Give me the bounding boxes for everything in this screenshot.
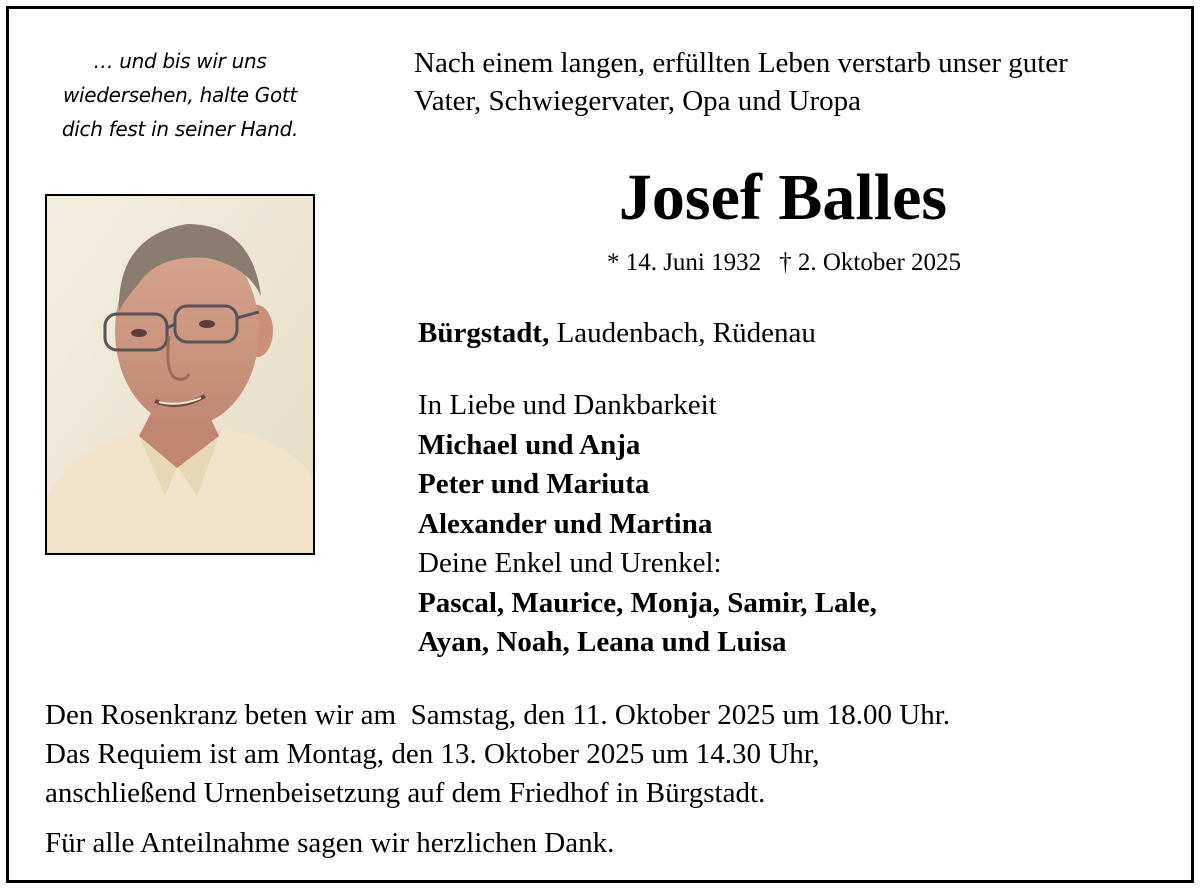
motto-line: … und bis wir uns — [93, 49, 267, 73]
motto-line: dich fest in seiner Hand. — [61, 117, 299, 141]
intro-text — [414, 44, 1068, 120]
service-info — [45, 696, 950, 813]
places-line — [418, 314, 816, 352]
family-child: Michael und Anja — [418, 428, 641, 461]
other-places: Laudenbach, Rüdenau — [549, 317, 816, 349]
family-child: Alexander und Martina — [418, 507, 713, 540]
motto-line: wiedersehen, halte Gott — [62, 83, 298, 107]
life-dates — [0, 246, 1200, 280]
thanks-line: Für alle Anteilnahme sagen wir herzlichen Dank. — [45, 827, 615, 859]
service-line: anschließend Urnenbeisetzung auf dem Friedhof in Bürgstadt. — [45, 777, 766, 809]
family-intro: In Liebe und Dankbarkeit — [418, 389, 717, 421]
service-line: Den Rosenkranz beten wir am Samstag, den 11. Oktober 2025 um 18.00 Uhr. — [45, 699, 951, 731]
main-place: Bürgstadt, — [418, 317, 550, 349]
grandchildren-line: Ayan, Noah, Leana und Luisa — [418, 626, 787, 658]
intro-line: Vater, Schwiegervater, Opa und Uropa — [414, 85, 862, 117]
deceased-name: Josef Balles — [618, 161, 948, 234]
motto-verse — [30, 44, 330, 146]
grandchildren-label: Deine Enkel und Urenkel: — [418, 547, 722, 579]
family-list — [418, 386, 877, 663]
death-date: † 2. Oktober 2025 — [779, 249, 962, 276]
birth-date: * 14. Juni 1932 — [606, 249, 762, 276]
family-child: Peter und Mariuta — [418, 468, 650, 500]
service-line: Das Requiem ist am Montag, den 13. Oktober 2025 um 14.30 Uhr, — [45, 738, 820, 770]
intro-line: Nach einem langen, erfüllten Leben verstarb unser guter — [414, 47, 1068, 79]
grandchildren-line: Pascal, Maurice, Monja, Samir, Lale, — [418, 586, 877, 619]
